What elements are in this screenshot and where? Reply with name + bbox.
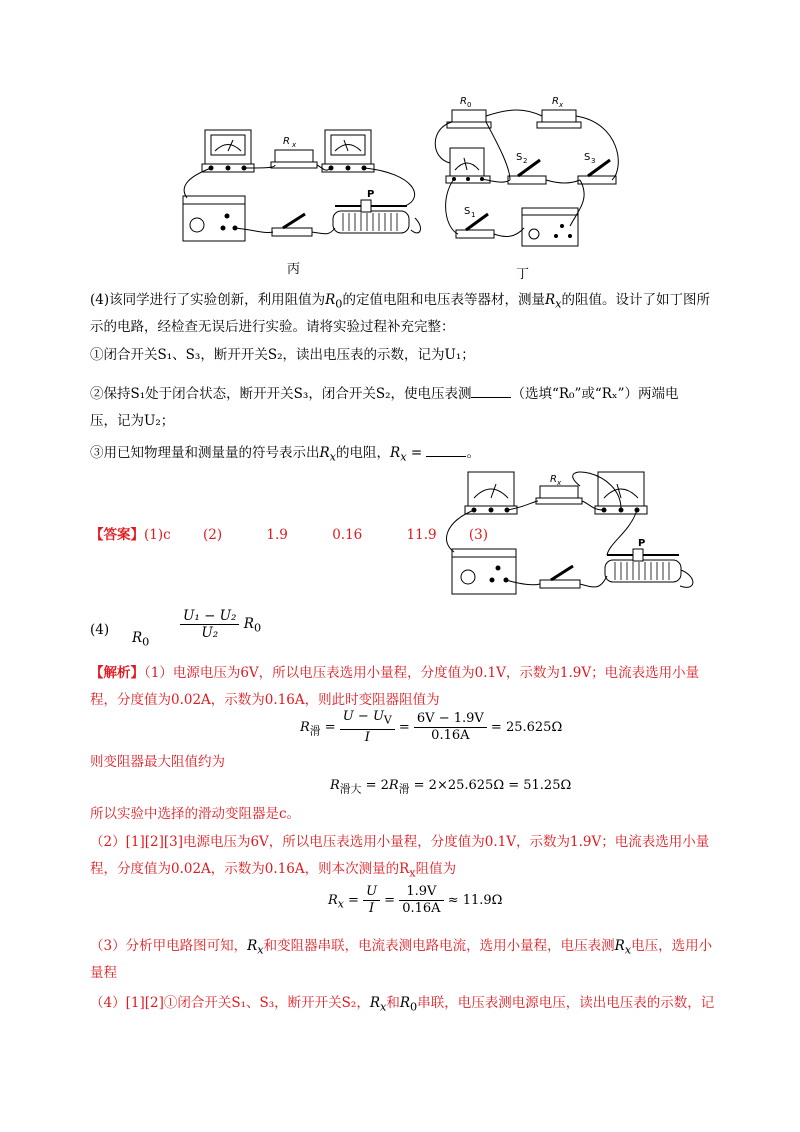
caption-ding: 丁 — [516, 267, 530, 282]
q4-step2-blank — [471, 385, 511, 398]
bing-point-label: P — [367, 189, 375, 200]
q4-intro-line2: 示的电路，经检查无误后进行实验。请将实验过程补充完整： — [90, 319, 455, 335]
q4-step3-blank — [426, 444, 466, 457]
answer-4-label: (4) — [90, 622, 110, 638]
caption-bing: 丙 — [287, 262, 301, 277]
q4-step1: ①闭合开关S₁、S₃，断开开关S₂，读出电压表的示数，记为U₁； — [90, 347, 475, 363]
figure-ding-circuit — [430, 88, 630, 258]
q4-intro-line1: (4)该同学进行了实验创新，利用阻值为$R_0$的定值电阻和电压表等器材，测量$R_x$的阻值。设计了如丁图所 — [90, 292, 710, 311]
q4-step2: ②保持S₁处于闭合状态，断开开关S₃，闭合开关S₂，使电压表测 （选填“R₀”或“Rₓ”）两端电 — [90, 386, 679, 402]
analysis-p1-line4: 所以实验中选择的滑动变阻器是c。 — [90, 806, 301, 822]
analysis-p2-line1: （2）[1][2][3]电源电压为6V，所以电压表选用小量程，分度值为0.1V，示数为1.9V；电流表选用小量 — [90, 834, 710, 850]
analysis-p2-line2: 程，分度值为0.02A，示数为0.16A，则本次测量的$R_x$阻值为 — [90, 861, 457, 880]
analysis-p3-line1: （3）分析甲电路图可知，$R_x$和变阻器串联，电流表测电路电流，选用小量程，电压表测$R_x$电压，选用小 — [90, 938, 713, 957]
analysis-p1-line1: 【解析】（1）电源电压为6V，所以电压表选用小量程，分度值为0.1V，示数为1.9V；电流表选用小量 — [90, 665, 700, 681]
svg-text:0: 0 — [467, 101, 472, 109]
analysis-p1-line3: 则变阻器最大阻值约为 — [90, 754, 225, 770]
ding-s2-label: S — [516, 152, 523, 163]
analysis-eq1: $R_滑$ = $\frac{U - U_V}{I}$ = $\frac{6V - 1.9V}{0.16A}$ = 25.625Ω — [300, 709, 563, 745]
analysis-p4-line1: （4）[1][2]①闭合开关S₁、S₃，断开开关S₂，$R_x$和$R_0$串联，电压表测电源电压，读出电压表的示数，记 — [90, 995, 715, 1014]
analysis-p3-line2: 量程 — [90, 965, 117, 981]
ding-rx-label: R — [552, 96, 559, 107]
svg-text:x: x — [292, 141, 297, 149]
analysis-eq2: $R_{滑大} = 2R_滑 = 2\times 25.625\Omega = 51.25\Omega$ — [330, 778, 572, 796]
svg-text:2: 2 — [523, 157, 528, 165]
bing-rx-label: R — [283, 136, 290, 147]
answer-point-label: P — [638, 538, 646, 549]
ding-s1-label: S — [464, 206, 471, 217]
analysis-eq3: $R_x$ = $\frac{U}{I}$ = $\frac{1.9V}{0.16A}$ ≈ 11.9Ω — [328, 884, 503, 916]
answer-rx-label: R — [550, 474, 557, 485]
svg-text:x: x — [557, 479, 562, 487]
ding-r0-label: R — [460, 96, 467, 107]
svg-text:1: 1 — [471, 211, 476, 219]
q4-step3: ③用已知物理量和测量量的符号表示出$R_x$的电阻，$R_x$ = 。 — [90, 445, 480, 464]
answer-4-formula: $\frac{\text{U₁ − U₂}}{\text{U₂}}$ $R_0$ — [180, 608, 261, 641]
figure-bing-circuit — [175, 118, 435, 258]
answer-4-r0: $R_0$ — [132, 630, 150, 649]
ding-s3-label: S — [584, 152, 591, 163]
analysis-p1-line2: 程，分度值为0.02A，示数为0.16A，则此时变阻器阻值为 — [90, 692, 440, 708]
svg-text:3: 3 — [591, 157, 596, 165]
answer-line: 【答案】(1)c (2) 1.9 0.16 11.9 (3) — [90, 527, 489, 543]
svg-text:x: x — [559, 101, 564, 109]
q4-step2-line2: 压，记为U₂； — [90, 413, 175, 429]
